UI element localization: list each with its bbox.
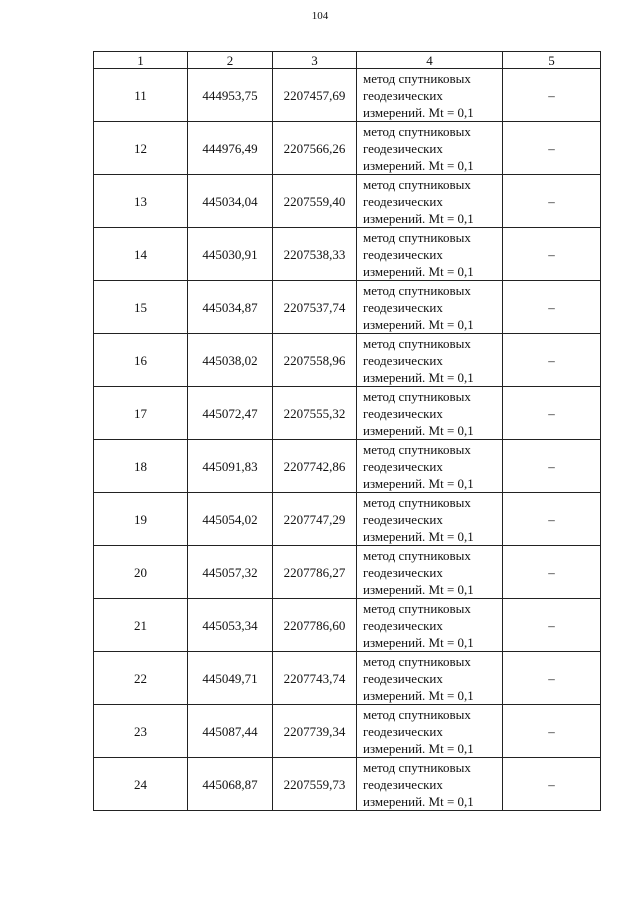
table-header-row <box>94 52 601 69</box>
x-coordinate-cell: 445091,83 <box>188 440 273 493</box>
method-line: измерений. Mt = 0,1 <box>363 210 474 226</box>
method-line: измерений. Mt = 0,1 <box>363 740 474 756</box>
point-number-cell: 17 <box>94 387 188 440</box>
point-number-cell: 14 <box>94 228 188 281</box>
method-cell <box>357 228 503 281</box>
x-coordinate-cell: 445053,34 <box>188 599 273 652</box>
method-cell <box>357 281 503 334</box>
method-line: геодезических <box>363 299 443 315</box>
column-header: 2 <box>188 52 273 69</box>
method-cell <box>357 175 503 228</box>
note-cell: – <box>503 440 601 493</box>
y-coordinate-cell: 2207457,69 <box>273 69 357 122</box>
method-line: метод спутниковых <box>363 600 471 616</box>
x-coordinate-cell: 445087,44 <box>188 705 273 758</box>
method-line: метод спутниковых <box>363 282 471 298</box>
y-coordinate-cell: 2207566,26 <box>273 122 357 175</box>
method-line: измерений. Mt = 0,1 <box>363 422 474 438</box>
note-cell: – <box>503 652 601 705</box>
column-header: 1 <box>94 52 188 69</box>
method-cell <box>357 69 503 122</box>
method-cell <box>357 440 503 493</box>
note-cell: – <box>503 228 601 281</box>
table-row <box>94 652 601 705</box>
method-line: измерений. Mt = 0,1 <box>363 581 474 597</box>
method-line: геодезических <box>363 670 443 686</box>
method-line: метод спутниковых <box>363 706 471 722</box>
table-row <box>94 281 601 334</box>
note-cell: – <box>503 387 601 440</box>
y-coordinate-cell: 2207558,96 <box>273 334 357 387</box>
method-line: геодезических <box>363 140 443 156</box>
table-row <box>94 599 601 652</box>
note-cell: – <box>503 122 601 175</box>
point-number-cell: 23 <box>94 705 188 758</box>
method-line: метод спутниковых <box>363 70 471 86</box>
table-row <box>94 69 601 122</box>
table-row <box>94 228 601 281</box>
method-line: измерений. Mt = 0,1 <box>363 316 474 332</box>
table-row <box>94 175 601 228</box>
y-coordinate-cell: 2207742,86 <box>273 440 357 493</box>
coordinates-table <box>93 51 601 811</box>
method-line: геодезических <box>363 246 443 262</box>
y-coordinate-cell: 2207559,73 <box>273 758 357 811</box>
point-number-cell: 24 <box>94 758 188 811</box>
method-line: метод спутниковых <box>363 176 471 192</box>
method-line: геодезических <box>363 723 443 739</box>
y-coordinate-cell: 2207537,74 <box>273 281 357 334</box>
note-cell: – <box>503 493 601 546</box>
method-cell <box>357 387 503 440</box>
method-line: измерений. Mt = 0,1 <box>363 793 474 809</box>
method-line: геодезических <box>363 458 443 474</box>
method-cell <box>357 493 503 546</box>
point-number-cell: 19 <box>94 493 188 546</box>
x-coordinate-cell: 445068,87 <box>188 758 273 811</box>
method-line: геодезических <box>363 776 443 792</box>
x-coordinate-cell: 445049,71 <box>188 652 273 705</box>
table-row <box>94 758 601 811</box>
x-coordinate-cell: 445054,02 <box>188 493 273 546</box>
table-row <box>94 440 601 493</box>
method-cell <box>357 705 503 758</box>
point-number-cell: 22 <box>94 652 188 705</box>
method-line: измерений. Mt = 0,1 <box>363 634 474 650</box>
y-coordinate-cell: 2207747,29 <box>273 493 357 546</box>
page-number: 104 <box>311 10 329 22</box>
method-line: метод спутниковых <box>363 335 471 351</box>
note-cell: – <box>503 758 601 811</box>
table-row <box>94 122 601 175</box>
x-coordinate-cell: 445030,91 <box>188 228 273 281</box>
point-number-cell: 11 <box>94 69 188 122</box>
method-line: измерений. Mt = 0,1 <box>363 528 474 544</box>
method-cell <box>357 599 503 652</box>
note-cell: – <box>503 281 601 334</box>
method-line: метод спутниковых <box>363 123 471 139</box>
method-line: метод спутниковых <box>363 229 471 245</box>
y-coordinate-cell: 2207538,33 <box>273 228 357 281</box>
table-row <box>94 705 601 758</box>
method-cell <box>357 334 503 387</box>
method-cell <box>357 652 503 705</box>
method-cell <box>357 122 503 175</box>
method-line: метод спутниковых <box>363 441 471 457</box>
y-coordinate-cell: 2207743,74 <box>273 652 357 705</box>
point-number-cell: 15 <box>94 281 188 334</box>
method-line: измерений. Mt = 0,1 <box>363 369 474 385</box>
method-line: метод спутниковых <box>363 547 471 563</box>
x-coordinate-cell: 445038,02 <box>188 334 273 387</box>
note-cell: – <box>503 69 601 122</box>
method-line: измерений. Mt = 0,1 <box>363 687 474 703</box>
x-coordinate-cell: 445034,04 <box>188 175 273 228</box>
x-coordinate-cell: 444953,75 <box>188 69 273 122</box>
y-coordinate-cell: 2207739,34 <box>273 705 357 758</box>
note-cell: – <box>503 546 601 599</box>
table-row <box>94 546 601 599</box>
x-coordinate-cell: 444976,49 <box>188 122 273 175</box>
y-coordinate-cell: 2207555,32 <box>273 387 357 440</box>
method-cell <box>357 546 503 599</box>
method-line: измерений. Mt = 0,1 <box>363 157 474 173</box>
table-row <box>94 387 601 440</box>
note-cell: – <box>503 705 601 758</box>
column-header: 3 <box>273 52 357 69</box>
method-line: геодезических <box>363 617 443 633</box>
method-line: измерений. Mt = 0,1 <box>363 104 474 120</box>
point-number-cell: 12 <box>94 122 188 175</box>
note-cell: – <box>503 175 601 228</box>
y-coordinate-cell: 2207559,40 <box>273 175 357 228</box>
note-cell: – <box>503 334 601 387</box>
table-row <box>94 493 601 546</box>
point-number-cell: 13 <box>94 175 188 228</box>
x-coordinate-cell: 445072,47 <box>188 387 273 440</box>
y-coordinate-cell: 2207786,60 <box>273 599 357 652</box>
y-coordinate-cell: 2207786,27 <box>273 546 357 599</box>
method-line: геодезических <box>363 352 443 368</box>
x-coordinate-cell: 445034,87 <box>188 281 273 334</box>
method-line: метод спутниковых <box>363 759 471 775</box>
method-line: метод спутниковых <box>363 388 471 404</box>
method-line: метод спутниковых <box>363 494 471 510</box>
method-cell <box>357 758 503 811</box>
point-number-cell: 16 <box>94 334 188 387</box>
column-header: 4 <box>357 52 503 69</box>
method-line: геодезических <box>363 193 443 209</box>
method-line: измерений. Mt = 0,1 <box>363 475 474 491</box>
method-line: измерений. Mt = 0,1 <box>363 263 474 279</box>
point-number-cell: 21 <box>94 599 188 652</box>
x-coordinate-cell: 445057,32 <box>188 546 273 599</box>
method-line: геодезических <box>363 405 443 421</box>
method-line: геодезических <box>363 511 443 527</box>
point-number-cell: 20 <box>94 546 188 599</box>
method-line: геодезических <box>363 87 443 103</box>
table-row <box>94 334 601 387</box>
table-body <box>94 69 601 811</box>
method-line: метод спутниковых <box>363 653 471 669</box>
point-number-cell: 18 <box>94 440 188 493</box>
column-header: 5 <box>503 52 601 69</box>
note-cell: – <box>503 599 601 652</box>
method-line: геодезических <box>363 564 443 580</box>
